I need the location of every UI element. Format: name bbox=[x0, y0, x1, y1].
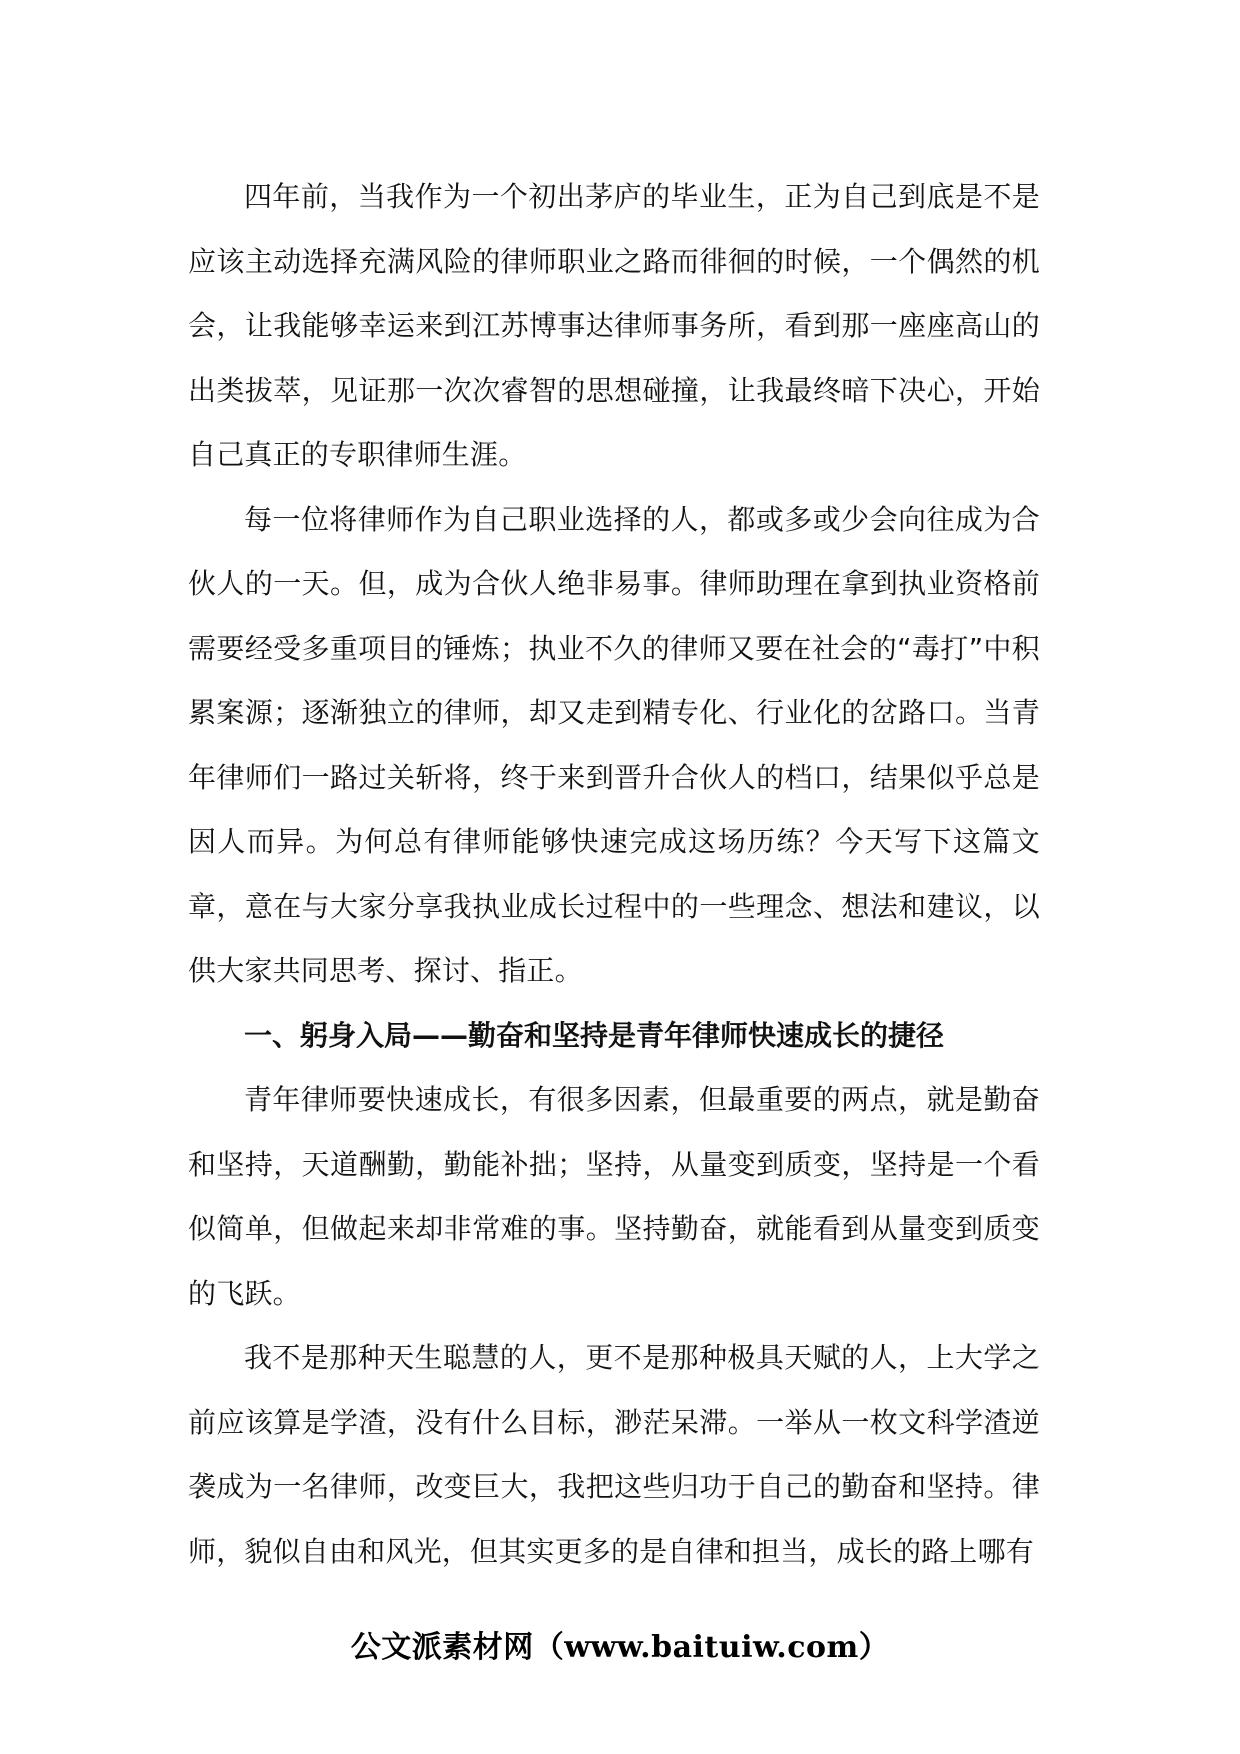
footer-watermark: 公文派素材网（www.baituiw.com） bbox=[350, 1630, 890, 1665]
paragraph-partner: 每一位将律师作为自己职业选择的人，都或多或少会向往成为合伙人的一天。但，成为合伙人绝非易事。律师助理在拿到执业资格前需要经受多重项目的锤炼；执业不久的律师又要在社会的“毒打”中积累案源；逐渐独立的律师，却又走到精专化、行业化的岔路口。当青年律师们一路过关斩将，终于来到晋升合伙人的档口，结果似乎总是因人而异。为何总有律师能够快速完成这场历练？今天写下这篇文章，意在与大家分享我执业成长过程中的一些理念、想法和建议，以供大家共同思考、探讨、指正。 bbox=[188, 502, 1040, 987]
paragraph-personal: 我不是那种天生聪慧的人，更不是那种极具天赋的人，上大学之前应该算是学渣，没有什么目标，渺茫呆滞。一举从一枚文科学渣逆袭成为一名律师，改变巨大，我把这些归功于自己的勤奋和坚持。律师，貌似自由和风光，但其实更多的是自律和担当，成长的路上哪有 bbox=[188, 1341, 1040, 1568]
document-body bbox=[188, 165, 1040, 1584]
paragraph-intro: 四年前，当我作为一个初出茅庐的毕业生，正为自己到底是不是应该主动选择充满风险的律师职业之路而徘徊的时候，一个偶然的机会，让我能够幸运来到江苏博事达律师事务所，看到那一座座高山的出类拔萃，见证那一次次睿智的思想碰撞，让我最终暗下决心，开始自己真正的专职律师生涯。 bbox=[188, 180, 1040, 471]
section-heading: 一、躬身入局——勤奋和坚持是青年律师快速成长的捷径 bbox=[244, 1018, 945, 1052]
paragraph-diligence: 青年律师要快速成长，有很多因素，但最重要的两点，就是勤奋和坚持，天道酬勤，勤能补拙；坚持，从量变到质变，坚持是一个看似简单，但做起来却非常难的事。坚持勤奋，就能看到从量变到质变的飞跃。 bbox=[188, 1083, 1040, 1310]
